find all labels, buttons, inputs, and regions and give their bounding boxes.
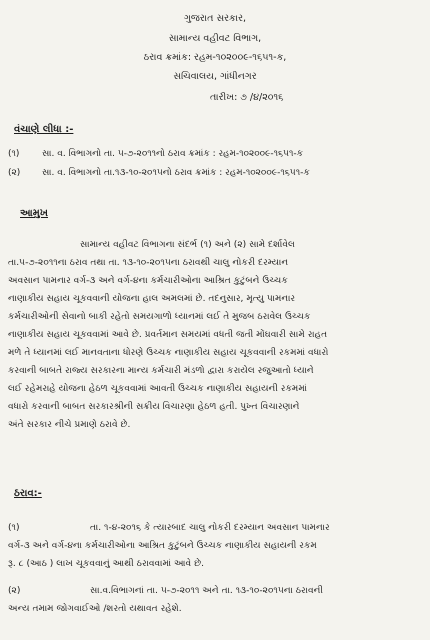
paragraph-line: અવસાન પામનાર વર્ગ-૩ અને વર્ગ-૪ના કર્મચારીઓના આશ્રિત કુટુંબને ઉચ્ચક [8,276,288,286]
reference-number: (૧) [8,149,20,159]
paragraph-line: અંતે સરકાર નીચે પ્રમાણે ઠરાવે છે. [8,420,131,430]
paragraph-line: નાણાકીય સહાય ચૂકવવામાં આવે છે. પ્રવર્તમાન સમયમાં વધતી જતી મોંઘવારી સામે રાહત [8,330,328,340]
resolution-number: (૧) [8,523,20,533]
resolution-item [8,519,424,573]
paragraph-line: વધારો કરવાની બાબત સરકારશ્રીની સક્રીય વિચારણા હેઠળ હતી. પુખ્ત વિચારણાને [8,402,300,412]
paragraph-line: લઈ રહેમરાહે યોજના હેઠળ ચૂકવવામાં આવતી ઉચ્ચક નાણાકીય સહાયની રકમમાં [8,384,307,394]
resolution-title: ઠરાવ:- [14,488,42,499]
header-department: સામાન્ય વહીવટ વિભાગ, [168,33,262,44]
reference-item [8,148,424,161]
paragraph-line: સામાન્ય વહીવટ વિભાગના સંદર્ભ (૧) અને (૨) સામે દર્શાવેલ [80,240,295,250]
paragraph-line: કરવાની બાબતે રાજ્ય સરકારના માન્ય કર્મચારી મંડળો દ્વારા કરાયેલ રજુઆતો ધ્યાને [8,366,314,376]
header-date: તારીખ: ૭ /૪/૨૦૧૬ [210,92,284,103]
header-government: ગુજરાત સરકાર, [183,13,247,24]
paragraph-line: મળે તે ધ્યાનમાં લઈ માનવતાના ધોરણે ઉચ્ચક નાણાકીય સહાય ચૂકવવાની રકમમાં વધારો [8,348,329,358]
paragraph-line: વર્ગ-૩ અને વર્ગ-૪ના કર્મચારીઓના આશ્રિત કુટુંબને ઉચ્ચક નાણાકીય સહાયની રકમ [8,541,317,551]
header-resolution-number: ઠરાવ ક્રમાંક: રહમ-૧૦૨૦૦૯-૧૬૫૧-ક, [143,52,287,63]
resolution-item [8,582,424,618]
paragraph-line: તા.૫-૭-૨૦૧૧ના ઠરાવ તથા તા. ૧૩-૧૦-૨૦૧૫ના ઠરાવથી ચાલુ નોકરી દરમ્યાન [8,258,289,268]
reference-number: (૨) [8,168,21,178]
paragraph-line: કર્મચારીઓની સેવાનો બાકી રહેતો સમયગાળો ધ્યાનમાં લઈ તે મુજબ ઠરાવેલ ઉચ્ચક [8,312,311,322]
paragraph-line: તા. ૧-૪-૨૦૧૬ કે ત્યારબાદ ચાલુ નોકરી દરમ્યાન અવસાન પામનાર [90,523,330,533]
paragraph-line: નાણાકીય સહાય ચૂકવવાની યોજના હાલ અમલમાં છે. તદનુસાર, મૃત્યુ પામનાર [8,294,296,304]
reference-item [8,167,424,180]
paragraph-line: સા.વ.વિભાગનાં તા. ૫-૭-૨૦૧૧ અને તા. ૧૩-૧૦-૨૦૧૫ના ઠરાવની [90,586,324,596]
resolution-number: (૨) [8,586,21,596]
preamble-paragraph [8,236,424,434]
preamble-title: આમુખ [20,208,48,219]
reference-text: સા. વ. વિભાગનો તા. ૫-૭-૨૦૧૧નો ઠરાવ ક્રમાંક : રહમ-૧૦૨૦૦૯-૧૬૫૧-ક [42,149,304,159]
references-title: વંચાણે લીધા :- [14,124,74,135]
header-location: સચિવાલય, ગાંધીનગર [173,71,257,82]
paragraph-line: અન્ય તમામ જોગવાઈઓ /શરતો યથાવત રહેશે. [8,604,182,614]
paragraph-line: રૂ. ૮ (આઠ ) લાખ ચૂકવવાનું આથી ઠરાવવામાં આવે છે. [8,559,205,569]
reference-text: સા. વ. વિભાગનો તા.૧૩-૧૦-૨૦૧૫નો ઠરાવ ક્રમાંક : રહમ-૧૦૨૦૦૯-૧૬૫૧-ક [42,168,310,178]
